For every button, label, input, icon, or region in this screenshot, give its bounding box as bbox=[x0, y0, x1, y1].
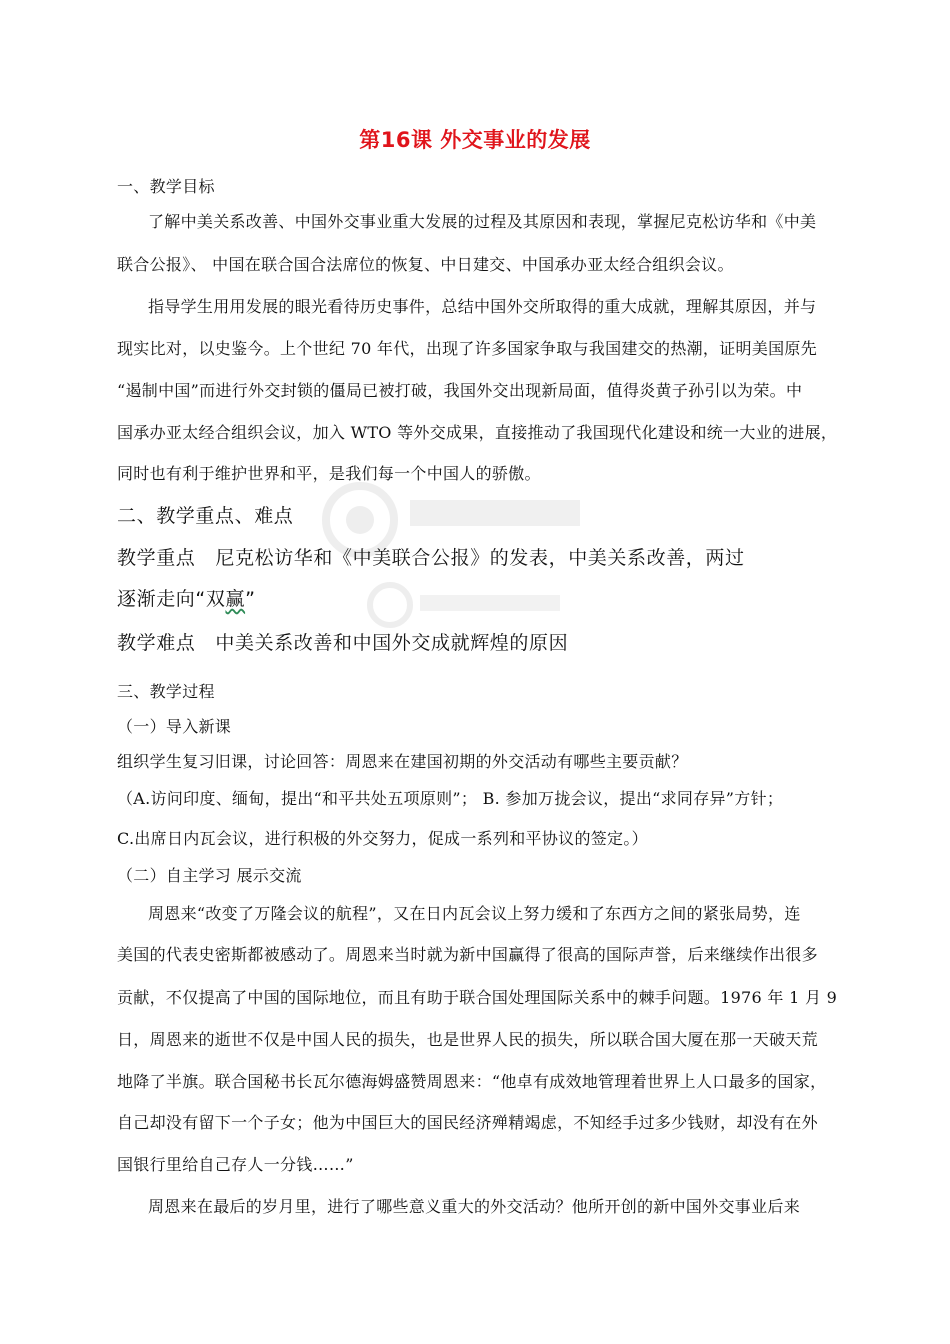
intro-line-1: 组织学生复习旧课，讨论回答：周恩来在建国初期的外交活动有哪些主要贡献？ bbox=[117, 752, 688, 771]
goals-paragraph-2-line-5: 同时也有利于维护世界和平，是我们每一个中国人的骄傲。 bbox=[117, 464, 541, 483]
key-point-text: 尼克松访华和《中美联合公报》的发表，中美关系改善，两过 bbox=[215, 547, 745, 569]
goals-paragraph-1-line-2: 联合公报》、 中国在联合国合法席位的恢复、中日建交、中国承办亚太经合组织会议。 bbox=[117, 255, 734, 274]
key-point-text-2c: ” bbox=[245, 588, 256, 610]
self-study-line-3: 贡献，不仅提高了中国的国际地位，而且有助于联合国处理国际关系中的棘手问题。1976 年 1 月 9 bbox=[117, 988, 838, 1007]
difficulty-text: 中美关系改善和中国外交成就辉煌的原因 bbox=[215, 632, 569, 654]
key-point-label: 教学重点 bbox=[117, 547, 196, 569]
key-point-line-2 bbox=[117, 588, 837, 610]
difficulty-label: 教学难点 bbox=[117, 632, 196, 654]
intro-heading: （一）导入新课 bbox=[117, 717, 232, 736]
goals-paragraph-1-line-1: 了解中美关系改善、中国外交事业重大发展的过程及其原因和表现，掌握尼克松访华和《中美 bbox=[148, 212, 817, 231]
goals-heading: 一、教学目标 bbox=[117, 177, 215, 196]
process-heading: 三、教学过程 bbox=[117, 682, 215, 701]
intro-line-3: C.出席日内瓦会议，进行积极的外交努力，促成一系列和平协议的签定。） bbox=[117, 829, 648, 848]
self-study-line-1: 周恩来“改变了万隆会议的航程”，又在日内瓦会议上努力缓和了东西方之间的紧张局势，连 bbox=[148, 904, 801, 923]
difficulty-line bbox=[117, 632, 837, 654]
key-points-heading: 二、教学重点、难点 bbox=[117, 505, 294, 527]
goals-paragraph-2-line-3: “遏制中国”而进行外交封锁的僵局已被打破，我国外交出现新局面，值得炎黄子孙引以为荣。中 bbox=[117, 381, 803, 400]
goals-paragraph-2-line-4: 国承办亚太经合组织会议，加入 WTO 等外交成果，直接推动了我国现代化建设和统一大业的进展， bbox=[117, 423, 838, 442]
key-point-text-2b: 赢 bbox=[225, 588, 246, 610]
self-study-line-8: 周恩来在最后的岁月里，进行了哪些意义重大的外交活动？他所开创的新中国外交事业后来 bbox=[148, 1197, 801, 1216]
page-title: 第16课 外交事业的发展 bbox=[359, 128, 591, 152]
key-point-text-2a: 逐渐走向“双 bbox=[117, 588, 226, 610]
key-point-line-1 bbox=[117, 547, 837, 569]
self-study-line-2: 美国的代表史密斯都被感动了。周恩来当时就为新中国赢得了很高的国际声誉，后来继续作出很多 bbox=[117, 945, 818, 964]
self-study-line-5: 地降了半旗。联合国秘书长瓦尔德海姆盛赞周恩来：“他卓有成效地管理着世界上人口最多的国家， bbox=[117, 1072, 827, 1091]
self-study-heading: （二）自主学习 展示交流 bbox=[117, 866, 302, 885]
goals-paragraph-2-line-1: 指导学生用用发展的眼光看待历史事件，总结中国外交所取得的重大成就，理解其原因，并与 bbox=[148, 297, 817, 316]
self-study-line-4: 日，周恩来的逝世不仅是中国人民的损失，也是世界人民的损失，所以联合国大厦在那一天破天荒 bbox=[117, 1030, 818, 1049]
intro-line-2: （A.访问印度、缅甸，提出“和平共处五项原则”； B. 参加万拢会议，提出“求同存异”方针； bbox=[117, 789, 784, 808]
self-study-line-6: 自己却没有留下一个子女；他为中国巨大的国民经济殚精竭虑，不知经手过多少钱财，却没有在外 bbox=[117, 1113, 818, 1132]
self-study-line-7: 国银行里给自己存人一分钱……” bbox=[117, 1155, 354, 1174]
goals-paragraph-2-line-2: 现实比对，以史鉴今。上个世纪 70 年代，出现了许多国家争取与我国建交的热潮，证明美国原先 bbox=[117, 339, 818, 358]
